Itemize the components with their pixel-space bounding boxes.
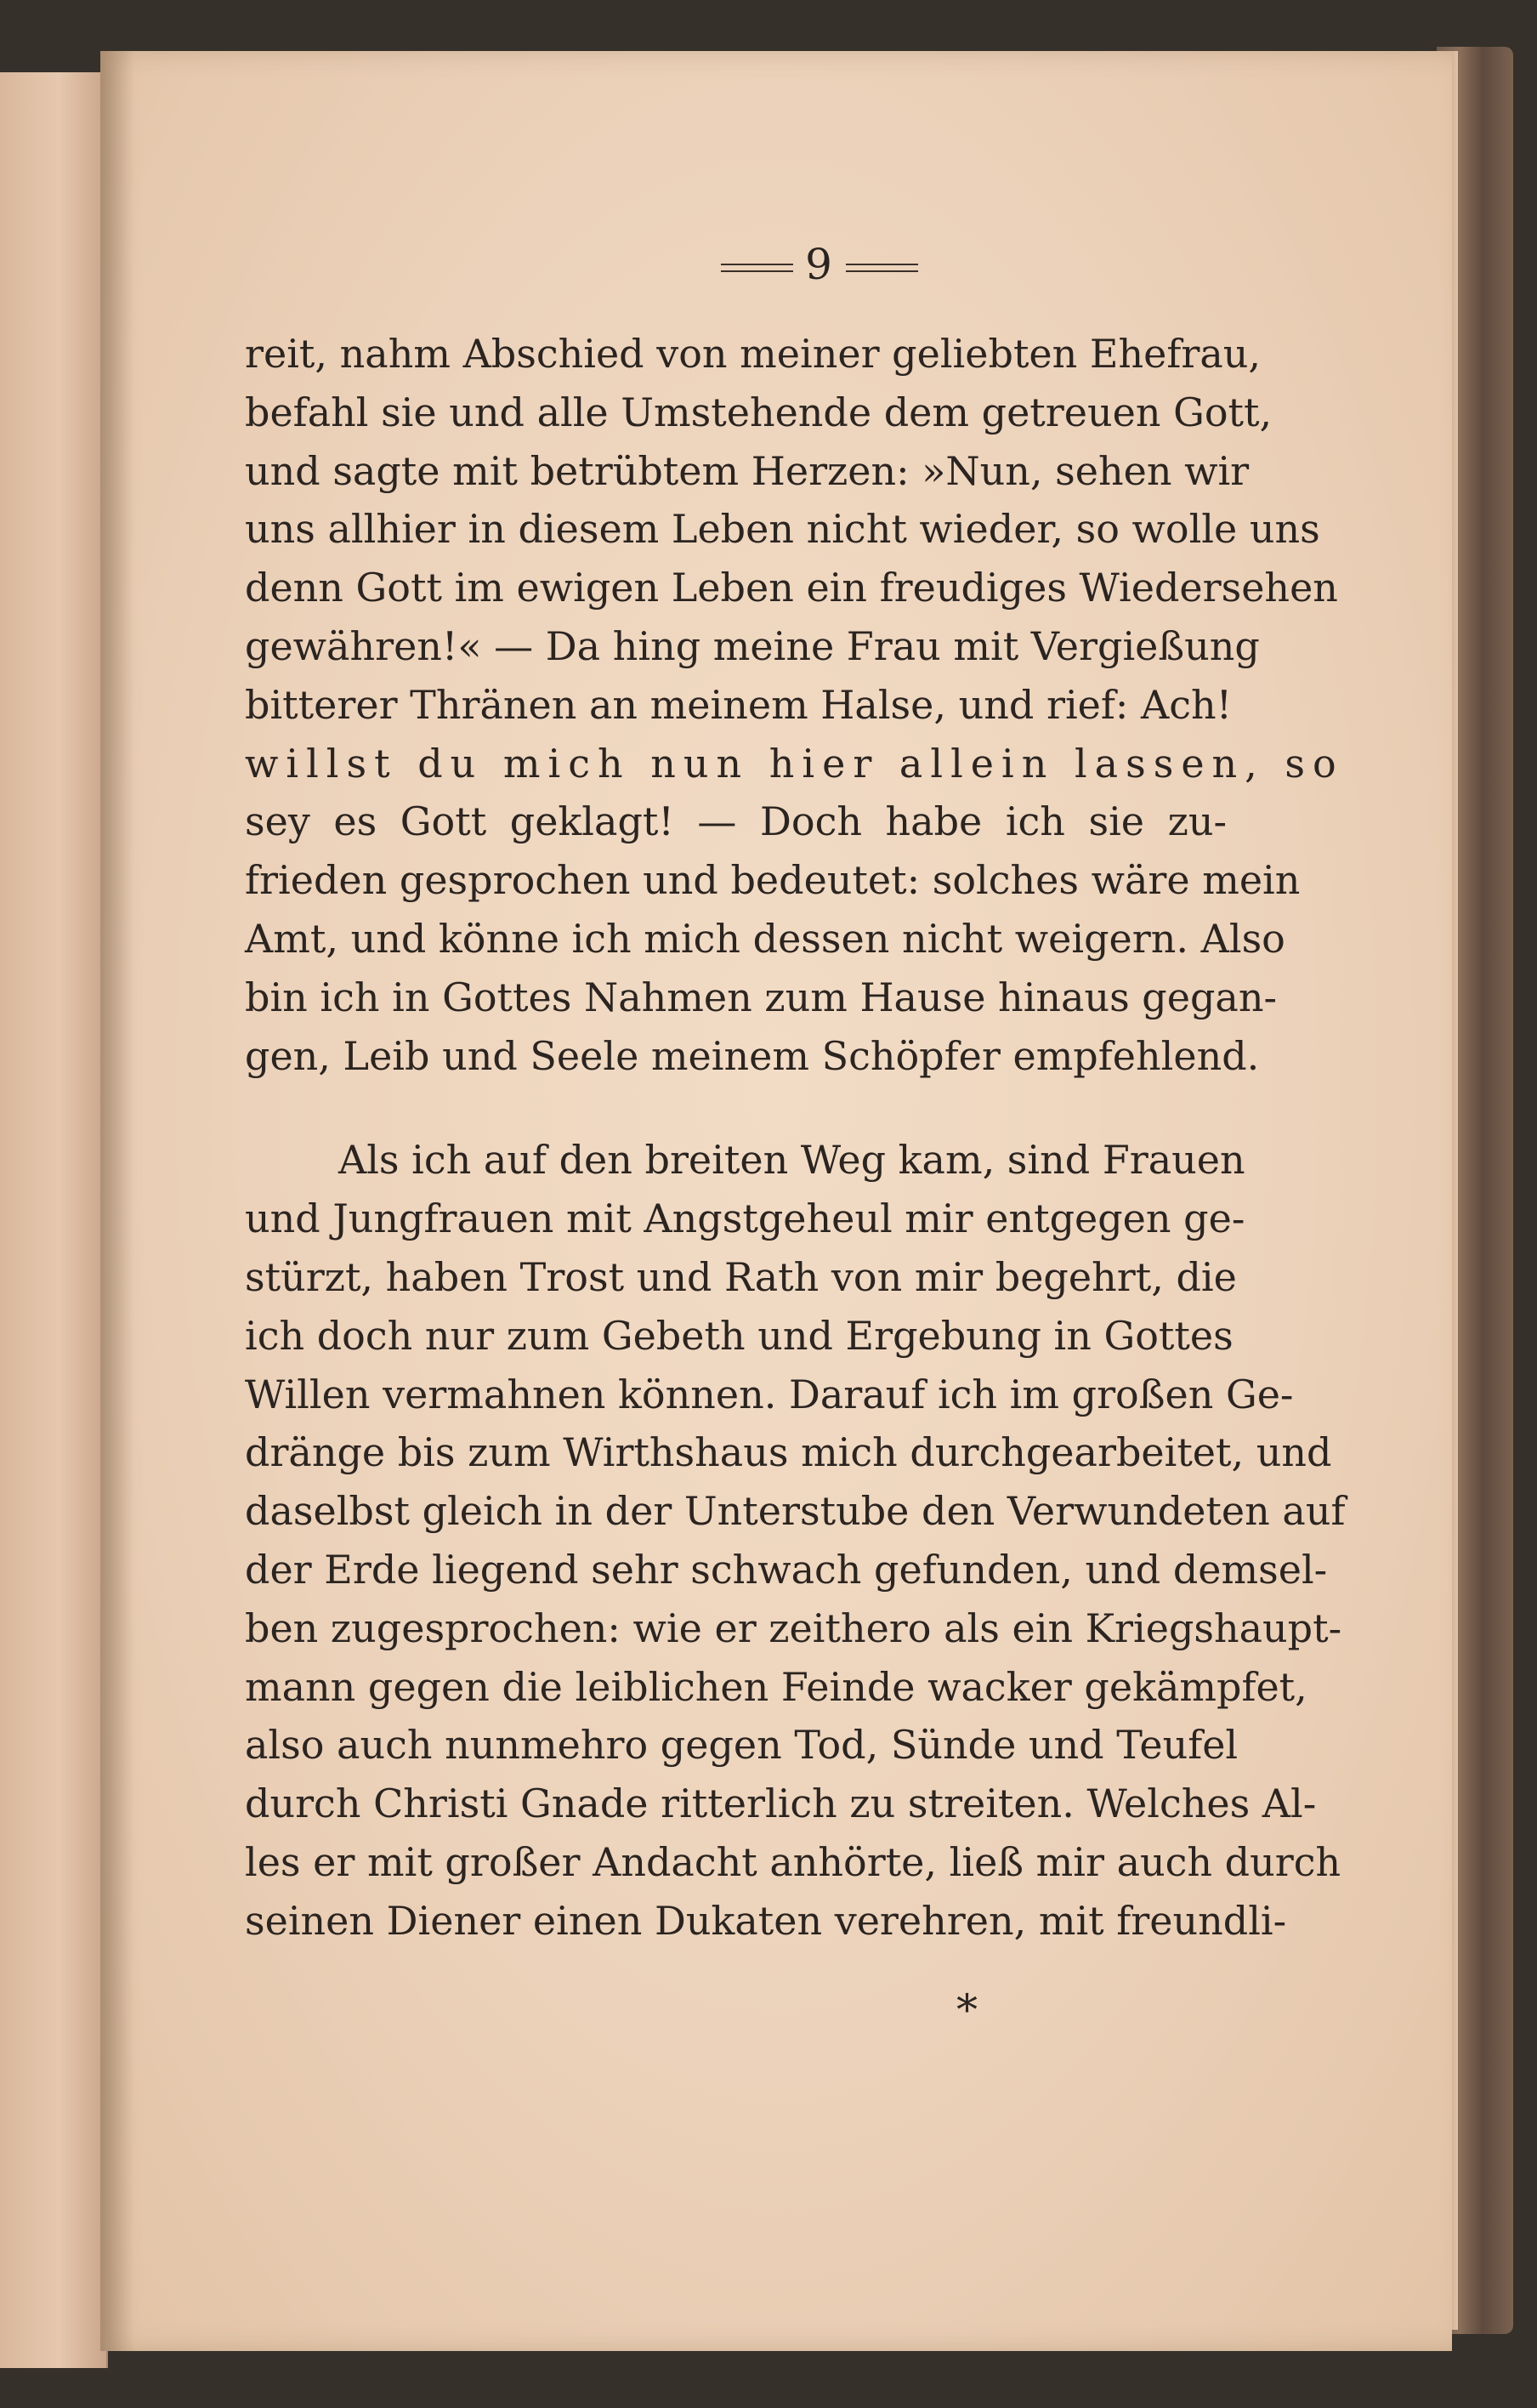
text-line: ben zugesprochen: wie er zeithero als ein Kriegshaupt- [245, 1604, 1342, 1651]
text-line: befahl sie und alle Umstehende dem getreuen Gott, [245, 389, 1273, 435]
text-line: sey es Gott geklagt! — Doch habe ich sie zu- [245, 798, 1227, 845]
catchword-mark: * [956, 1985, 978, 2035]
text-line: Als ich auf den breiten Weg kam, sind Frauen [338, 1137, 1245, 1184]
body-text [245, 325, 1346, 1951]
text-line: also auch nunmehro gegen Tod, Sünde und Teufel [245, 1722, 1239, 1769]
text-line: les er mit großer Andacht anhörte, ließ mir auch durch [245, 1838, 1341, 1885]
paragraph-2 [245, 1131, 1346, 1950]
text-line: willst du mich nun hier allein lassen, so [245, 740, 1344, 787]
header-ornament-left [721, 264, 793, 272]
text-line: stürzt, haben Trost und Rath von mir begehrt, die [245, 1253, 1237, 1300]
text-line: und Jungfrauen mit Angstgeheul mir entgegen ge- [245, 1195, 1245, 1242]
text-line: bitterer Thränen an meinem Halse, und rief: Ach! [245, 681, 1233, 728]
text-line: der Erde liegend sehr schwach gefunden, und demsel- [245, 1546, 1328, 1593]
header-ornament-right [846, 264, 918, 272]
text-line: Willen vermahnen können. Darauf ich im großen Ge- [245, 1371, 1294, 1417]
page-number: 9 [805, 240, 834, 289]
text-line: gen, Leib und Seele meinem Schöpfer empfehlend. [245, 1032, 1260, 1079]
paragraph-gap [245, 1085, 1227, 1131]
text-line: durch Christi Gnade ritterlich zu streiten. Welches Al- [245, 1780, 1317, 1827]
text-line: denn Gott im ewigen Leben ein freudiges Wiedersehen [245, 565, 1338, 611]
page-number-header [51, 240, 1537, 289]
text-line: ich doch nur zum Gebeth und Ergebung in Gottes [245, 1312, 1234, 1359]
facing-page-edge [0, 72, 108, 2368]
text-line: uns allhier in diesem Leben nicht wieder, so wolle uns [245, 506, 1320, 553]
text-line: seinen Diener einen Dukaten verehren, mit freundli- [245, 1897, 1287, 1944]
text-line: gewähren!« — Da hing meine Frau mit Vergießung [245, 622, 1260, 669]
text-line: mann gegen die leiblichen Feinde wacker gekämpfet, [245, 1663, 1307, 1710]
text-line: dränge bis zum Wirthshaus mich durchgearbeitet, und [245, 1429, 1332, 1476]
text-line: reit, nahm Abschied von meiner geliebten Ehefrau, [245, 331, 1262, 377]
gutter-shadow [100, 51, 134, 2351]
text-line: daselbst gleich in der Unterstube den Verwundeten auf [245, 1488, 1346, 1535]
text-line: und sagte mit betrübtem Herzen: »Nun, sehen wir [245, 447, 1250, 494]
text-line: Amt, und könne ich mich dessen nicht weigern. Also [245, 915, 1285, 962]
text-line: bin ich in Gottes Nahmen zum Hause hinaus gegan- [245, 974, 1278, 1020]
text-line: frieden gesprochen und bedeutet: solches wäre mein [245, 857, 1301, 904]
paragraph-1 [245, 325, 1344, 1085]
